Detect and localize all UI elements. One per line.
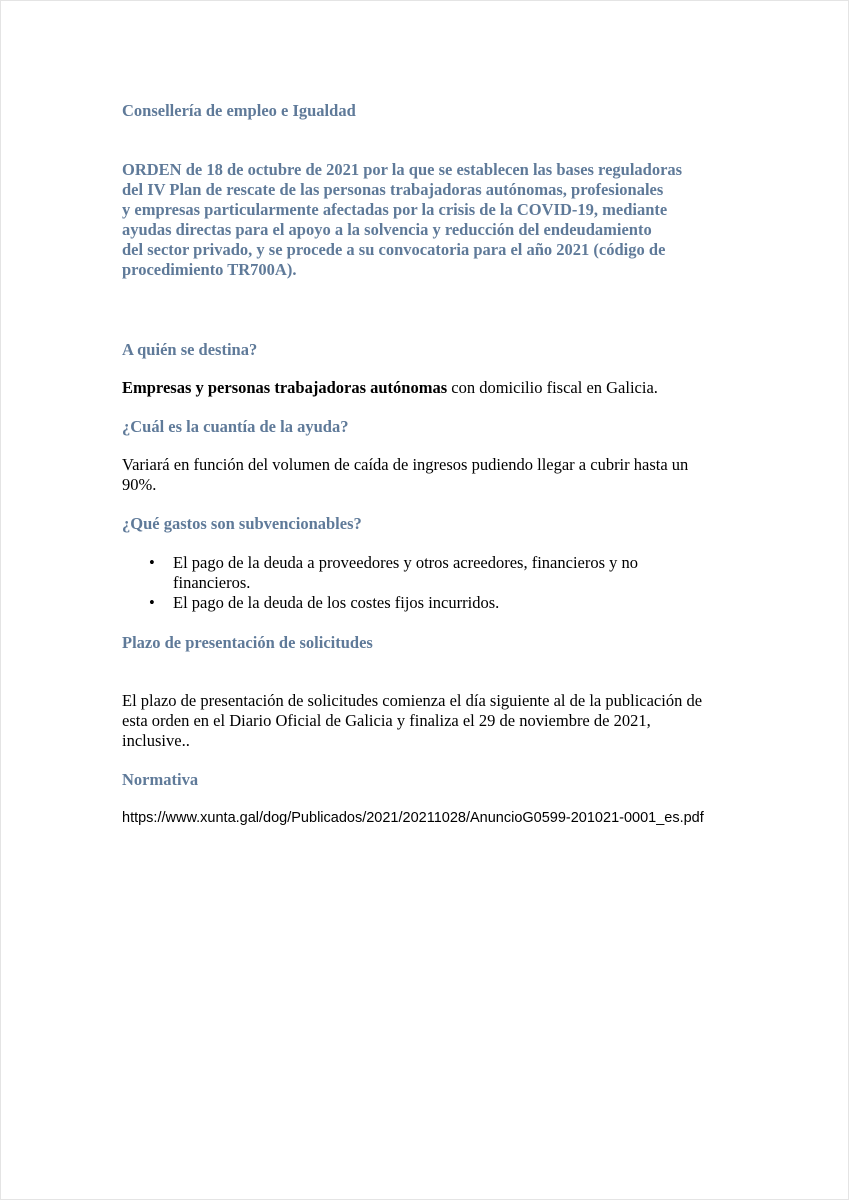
- bullet-icon: •: [149, 593, 155, 612]
- destina-heading: A quién se destina?: [122, 340, 258, 359]
- bullet-icon: •: [149, 553, 155, 572]
- plazo-text: [122, 691, 732, 751]
- order-title-line: ayudas directas para el apoyo a la solvencia y reducción del endeudamiento: [122, 220, 652, 239]
- cuantia-text: [122, 455, 732, 495]
- destina-bold-text: Empresas y personas trabajadoras autónomas: [122, 378, 448, 397]
- plazo-heading: Plazo de presentación de solicitudes: [122, 633, 373, 652]
- normativa-heading: Normativa: [122, 770, 199, 789]
- cuantia-text-line: Variará en función del volumen de caída de ingresos pudiendo llegar a cubrir hasta un: [122, 455, 689, 474]
- plazo-text-line: El plazo de presentación de solicitudes comienza el día siguiente al de la publicación de: [122, 691, 703, 710]
- list-item-line: financieros.: [173, 573, 251, 592]
- list-item-line: El pago de la deuda a proveedores y otros acreedores, financieros y no: [173, 553, 639, 572]
- order-title-line: procedimiento TR700A).: [122, 260, 297, 279]
- order-title: [122, 160, 732, 280]
- plazo-text-line: inclusive..: [122, 731, 190, 750]
- order-title-line: del sector privado, y se procede a su convocatoria para el año 2021 (código de: [122, 240, 666, 259]
- order-title-line: y empresas particularmente afectadas por la crisis de la COVID-19, mediante: [122, 200, 668, 219]
- plazo-text-line: esta orden en el Diario Oficial de Galicia y finaliza el 29 de noviembre de 2021,: [122, 711, 651, 730]
- list-item-line: El pago de la deuda de los costes fijos incurridos.: [173, 593, 500, 612]
- normativa-url: https://www.xunta.gal/dog/Publicados/2021/20211028/AnuncioG0599-201021-0001_es.pdf: [122, 810, 704, 826]
- gastos-heading: ¿Qué gastos son subvencionables?: [122, 514, 362, 533]
- cuantia-heading: ¿Cuál es la cuantía de la ayuda?: [122, 417, 349, 436]
- list-item: [122, 593, 732, 613]
- order-title-line: ORDEN de 18 de octubre de 2021 por la que se establecen las bases reguladoras: [122, 160, 683, 179]
- gastos-list: [122, 553, 732, 613]
- cuantia-text-line: 90%.: [122, 475, 157, 494]
- department-heading: Consellería de empleo e Igualdad: [122, 101, 356, 120]
- destina-rest-text: con domicilio fiscal en Galicia.: [447, 378, 658, 397]
- destina-text: [122, 378, 732, 398]
- list-item: [122, 553, 732, 593]
- order-title-line: del IV Plan de rescate de las personas trabajadoras autónomas, profesionales: [122, 180, 664, 199]
- document-content: [122, 101, 732, 827]
